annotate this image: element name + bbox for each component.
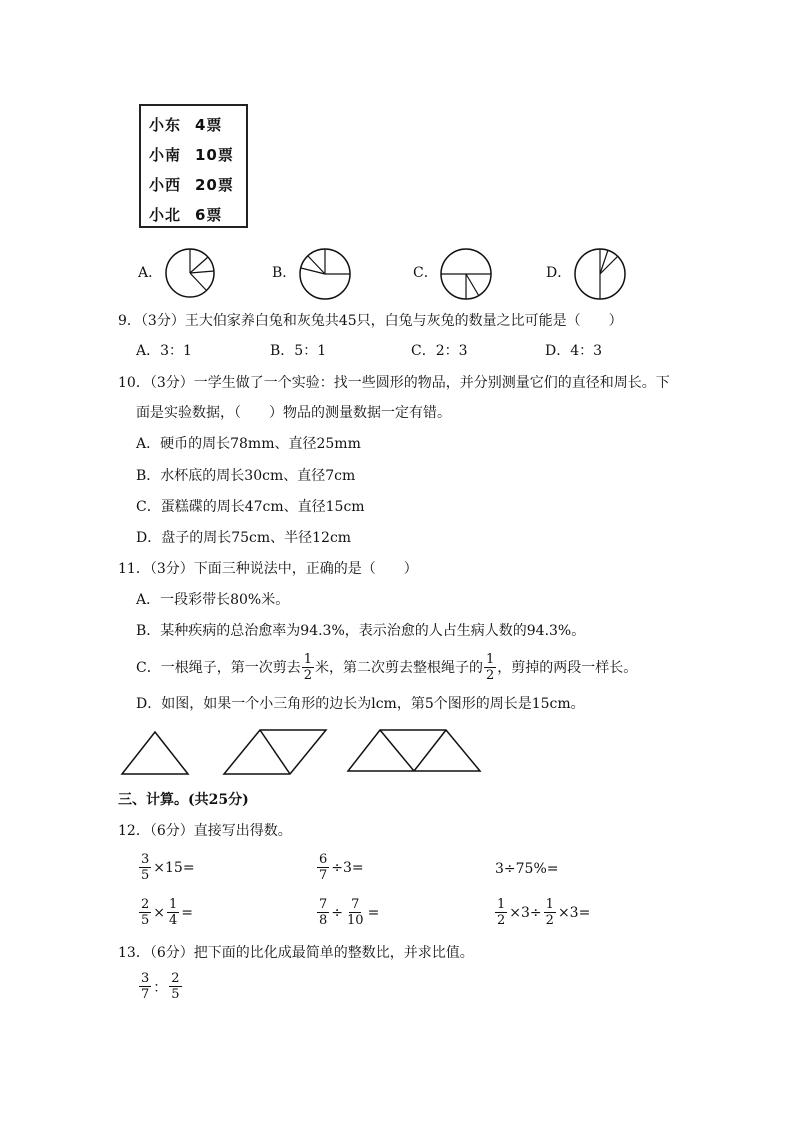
fraction: [495, 897, 507, 928]
section-3-title: 三、计算。(共25分): [118, 792, 249, 808]
fraction-numerator: 7: [319, 897, 328, 912]
fraction-numerator: 1: [303, 652, 312, 667]
fraction: [139, 897, 151, 928]
q11-stem: 11．（3分）下面三种说法中，正确的是（ ）: [118, 561, 418, 577]
q8-option-b-label[interactable]: B．: [272, 265, 297, 281]
fraction: [544, 897, 556, 928]
vote-count: 6票: [195, 206, 223, 224]
q11-option-c-fraction2: [484, 652, 496, 683]
q9-stem: 9．（3分）王大伯家养白兔和灰兔共45只，白兔与灰兔的数量之比可能是（ ）: [118, 313, 623, 329]
fraction-denominator: 7: [141, 987, 150, 1002]
fraction-denominator: 5: [171, 987, 180, 1002]
q13-ratio: [138, 971, 183, 1002]
q10-option-a[interactable]: A．硬币的周长78mm、直径25mm: [136, 436, 361, 452]
fraction: [345, 897, 366, 928]
expression-text: 3÷75%=: [495, 861, 559, 877]
fraction-denominator: 2: [303, 668, 312, 683]
vote-count: 10票: [195, 146, 234, 164]
fraction: [167, 897, 179, 928]
fraction-numerator: 3: [141, 852, 150, 867]
operator: ×: [153, 904, 166, 921]
fraction-denominator: 2: [545, 913, 554, 928]
figure-3-trapezoid: [348, 730, 480, 771]
q12-expression-5: [316, 897, 380, 928]
fraction-denominator: 5: [141, 913, 150, 928]
q8-option-c-pie[interactable]: [439, 247, 493, 301]
fraction: [317, 852, 329, 883]
q8-option-b-pie[interactable]: [298, 247, 352, 301]
expression-text: ×3=: [557, 904, 591, 921]
vote-name: 小西: [149, 176, 182, 194]
fraction-denominator: 10: [347, 913, 364, 928]
operator: =: [367, 904, 380, 921]
q10-option-b[interactable]: B．水杯底的周长30cm、直径7cm: [136, 468, 356, 484]
q11-option-c-text1: C．一根绳子，第一次剪去: [136, 659, 301, 676]
fraction: [317, 897, 329, 928]
fraction-denominator: 8: [319, 913, 328, 928]
vote-count: 20票: [195, 176, 234, 194]
q9-option-c[interactable]: C．2：3: [411, 343, 468, 359]
operator: =: [181, 904, 194, 921]
fraction-denominator: 2: [486, 668, 495, 683]
expression-text: ÷3=: [331, 859, 364, 876]
fraction: [139, 971, 151, 1002]
q11-option-d[interactable]: D．如图，如果一个小三角形的边长为lcm，第5个图形的周长是15cm。: [136, 696, 585, 712]
fraction-numerator: 1: [169, 897, 178, 912]
q12-expression-3: [494, 852, 560, 886]
vote-name: 小南: [149, 146, 182, 164]
q10-option-d[interactable]: D．盘子的周长75cm、半径12cm: [136, 530, 352, 546]
q11-option-c-text3: ，剪掉的两段一样长。: [497, 659, 638, 676]
fraction: [169, 971, 181, 1002]
vote-row: [149, 204, 223, 225]
fraction-numerator: 2: [141, 897, 150, 912]
q12-stem: 12．（6分）直接写出得数。: [118, 823, 292, 839]
expression-text: ×15=: [153, 859, 195, 876]
q11-option-c[interactable]: [136, 652, 637, 683]
vote-table: [139, 104, 248, 228]
fraction-numerator: 6: [319, 852, 328, 867]
fraction-numerator: 3: [141, 971, 150, 986]
fraction-numerator: 7: [351, 897, 360, 912]
q8-option-a-label[interactable]: A．: [138, 265, 163, 281]
q12-expression-4: [138, 897, 194, 928]
fraction-numerator: 2: [171, 971, 180, 986]
vote-row: [149, 144, 234, 165]
q8-option-c-label[interactable]: C．: [413, 265, 438, 281]
fraction-numerator: 1: [545, 897, 554, 912]
q10-option-c[interactable]: C．蛋糕碟的周长47cm、直径15cm: [136, 499, 365, 515]
fraction-numerator: 1: [486, 652, 495, 667]
fraction-denominator: 7: [319, 868, 328, 883]
q11-option-b[interactable]: B．某种疾病的总治愈率为94.3%，表示治愈的人占生病人数的94.3%。: [136, 623, 586, 639]
fraction-denominator: 2: [497, 913, 506, 928]
vote-row: [149, 174, 234, 195]
q9-option-d[interactable]: D．4：3: [545, 343, 603, 359]
figure-1-triangle: [122, 732, 188, 774]
q13-stem: 13．（6分）把下面的比化成最简单的整数比，并求比值。: [118, 945, 474, 961]
q12-expression-1: [138, 852, 196, 883]
q11-option-a[interactable]: A．一段彩带长80%米。: [136, 592, 290, 608]
vote-name: 小北: [149, 206, 182, 224]
fraction-numerator: 1: [497, 897, 506, 912]
q12-expression-6: [494, 897, 591, 928]
q8-option-a-pie[interactable]: [164, 247, 216, 299]
q10-stem-line1: 10．（3分）一学生做了一个实验：找一些圆形的物品，并分别测量它们的直径和周长。下: [118, 375, 670, 391]
vote-name: 小东: [149, 116, 182, 134]
fraction-denominator: 5: [141, 868, 150, 883]
q8-option-d-label[interactable]: D．: [546, 265, 572, 281]
vote-count: 4票: [195, 116, 223, 134]
figure-2-parallelogram: [224, 730, 326, 774]
fraction-denominator: 4: [169, 913, 178, 928]
q8-option-d-pie[interactable]: [573, 247, 627, 301]
vote-row: [149, 114, 223, 135]
q10-stem-line2: 面是实验数据，（ ）物品的测量数据一定有错。: [136, 405, 451, 421]
q11-option-c-fraction1: [302, 652, 314, 683]
operator: ÷: [331, 904, 344, 921]
fraction: [139, 852, 151, 883]
q9-option-b[interactable]: B．5：1: [270, 343, 327, 359]
q12-expression-2: [316, 852, 365, 883]
expression-text: ×3÷: [509, 904, 542, 921]
ratio-colon: ：: [153, 979, 168, 996]
q11-option-c-text2: 米，第二次剪去整根绳子的: [315, 659, 483, 676]
triangle-pattern-figures: [118, 726, 498, 778]
q9-option-a[interactable]: A．3：1: [136, 343, 192, 359]
